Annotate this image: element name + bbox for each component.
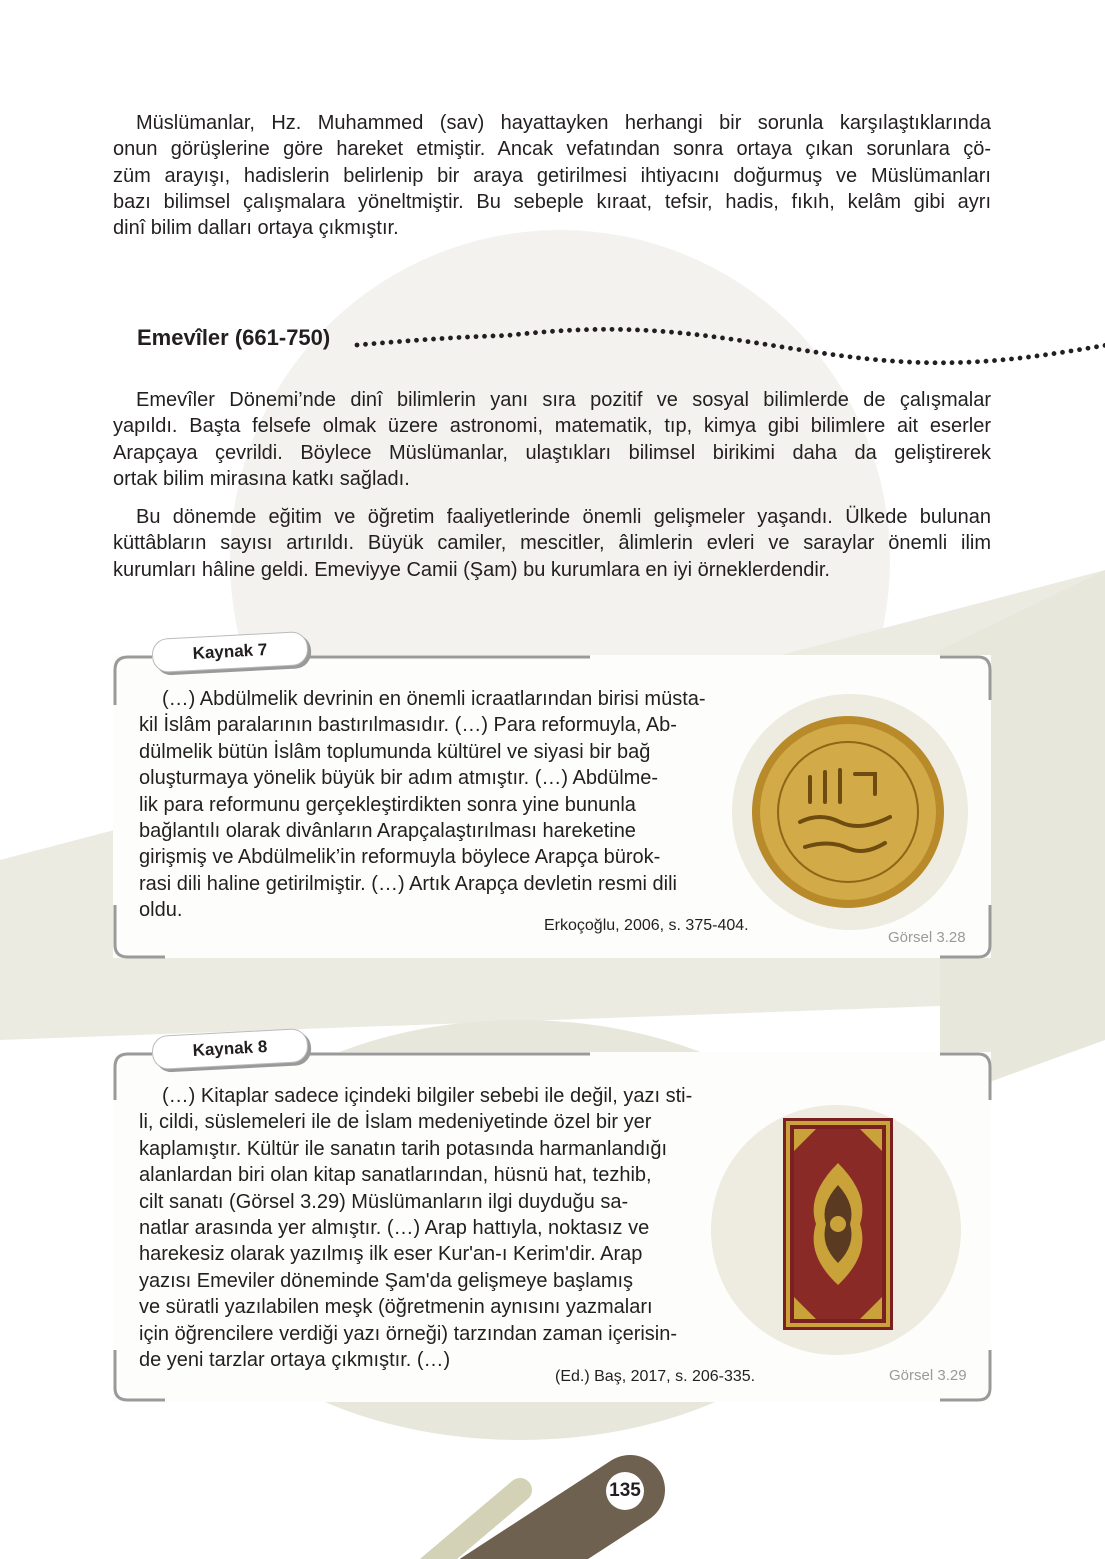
wave-dot: [1018, 356, 1023, 361]
wave-dot: [1069, 349, 1074, 354]
wave-dot: [525, 331, 530, 336]
source-tab-7: Kaynak 7: [151, 631, 309, 673]
dotted-wave-decoration: [0, 0, 1105, 400]
text-line: de yeni tarzlar ortaya çıkmıştır. (…): [139, 1349, 451, 1372]
wave-dot: [975, 359, 980, 364]
wave-dot: [431, 337, 436, 342]
wave-dot: [899, 359, 904, 364]
source-7-text: [139, 686, 706, 924]
wave-dot: [720, 336, 725, 341]
wave-dot: [516, 332, 521, 337]
wave-dot: [380, 340, 385, 345]
text-line: natlar arasında yer almıştır. (…) Arap hattıyla, noktasız ve: [139, 1217, 650, 1240]
wave-dot: [372, 341, 377, 346]
wave-dot: [933, 360, 938, 365]
text-line: rasi dili haline getirilmiştir. (…) Artık Arapça devletin resmi dili: [139, 872, 677, 895]
text-line: Emevîler Dönemi’nde dinî bilimlerin yanı sıra pozitif ve sosyal bilimlerde de çalışmalar: [136, 389, 991, 411]
wave-dot: [712, 334, 717, 339]
wave-dot: [397, 339, 402, 344]
wave-dot: [1060, 350, 1065, 355]
wave-dot: [992, 358, 997, 363]
wave-dot: [831, 352, 836, 357]
wave-dot: [1035, 354, 1040, 359]
text-line: li, cildi, süslemeleri ile de İslam medeniyetinde özel bir yer: [139, 1111, 652, 1134]
wave-dot: [814, 350, 819, 355]
section-heading: Emevîler (661-750): [137, 325, 331, 350]
wave-dot: [839, 353, 844, 358]
wave-dot: [1043, 352, 1048, 357]
text-line: yapıldı. Başta felsefe olmak üzere astronomi, matematik, tıp, kimya gibi bilimlere ait eserler: [113, 415, 991, 438]
text-line: Arapçaya çevrildi. Böylece Müslümanlar, ulaştıkları bilimsel birikimi daha da geliştirerek: [113, 441, 991, 464]
source-7-citation: Erkoçoğlu, 2006, s. 375-404.: [544, 917, 749, 934]
wave-dot: [763, 342, 768, 347]
wave-dot: [1077, 347, 1082, 352]
wave-dot: [593, 327, 598, 332]
wave-dot: [950, 360, 955, 365]
text-line: için öğrencilere verdiği yazı örneği) tarzından zaman içerisin-: [139, 1322, 678, 1345]
text-line: alanlardan biri olan kitap sanatlarından, hüsnü hat, tezhib,: [139, 1164, 652, 1187]
wave-dot: [771, 343, 776, 348]
wave-dot: [644, 328, 649, 333]
wave-dot: [601, 327, 606, 332]
wave-dot: [916, 360, 921, 365]
book-cover-image: [710, 1105, 962, 1357]
text-line: lik para reformunu gerçekleştirdikten sonra yine bununla: [139, 793, 636, 816]
wave-dot: [822, 351, 827, 356]
section-paragraph-2: [113, 504, 991, 583]
source-tab-8: Kaynak 8: [151, 1028, 309, 1070]
coin-image: [730, 692, 970, 932]
text-line: Müslümanlar, Hz. Muhammed (sav) hayattayken herhangi bir sorunla karşılaştıklarında: [136, 112, 991, 134]
wave-dot: [661, 329, 666, 334]
wave-dot: [958, 360, 963, 365]
wave-dot: [780, 345, 785, 350]
text-line: ortak bilim mirasına katkı sağladı.: [113, 467, 410, 490]
section-paragraph-1: [113, 387, 991, 492]
wave-dot: [686, 331, 691, 336]
wave-dot: [533, 330, 538, 335]
text-line: Bu dönemde eğitim ve öğretim faaliyetlerinde önemli gelişmeler yaşandı. Ülkede bulunan: [136, 506, 991, 528]
wave-dot: [474, 334, 479, 339]
wave-dot: [797, 347, 802, 352]
text-line: oluşturmaya yönelik büyük bir adım atmıştır. (…) Abdülme-: [139, 767, 659, 790]
wave-dot: [737, 338, 742, 343]
wave-dot: [491, 334, 496, 339]
text-line: dülmelik bütün İslâm toplumunda kültürel ve siyasi bir bağ: [139, 740, 651, 763]
wave-dot: [576, 328, 581, 333]
wave-dot: [754, 341, 759, 346]
text-line: bağlantılı olarak divânların Arapçalaştırılması hareketine: [139, 820, 636, 843]
wave-dot: [499, 333, 504, 338]
text-line: züm arayışı, hadislerin belirlenip bir araya getirilmesi ihtiyacını doğurmuş ve Müslümanları: [113, 164, 991, 187]
wave-dot: [635, 328, 640, 333]
wave-dot: [584, 327, 589, 332]
wave-dot: [482, 334, 487, 339]
text-line: oldu.: [139, 899, 183, 922]
wave-dot: [559, 328, 564, 333]
text-line: kil İslâm paralarının bastırılmasıdır. (…) Para reformuyla, Ab-: [139, 714, 677, 737]
wave-dot: [873, 357, 878, 362]
wave-dot: [856, 355, 861, 360]
wave-dot: [678, 331, 683, 336]
wave-dot: [1009, 357, 1014, 362]
text-line: cilt sanatı (Görsel 3.29) Müslümanların ilgi duyduğu sa-: [139, 1190, 629, 1213]
wave-dot: [1086, 346, 1091, 351]
text-line: kaplamıştır. Kültür ile sanatın tarih potasında harmanlandığı: [139, 1137, 668, 1160]
wave-dot: [1001, 357, 1006, 362]
wave-dot: [865, 356, 870, 361]
wave-dot: [618, 327, 623, 332]
page-number: 135: [606, 1472, 644, 1510]
image-caption-3-28: Görsel 3.28: [888, 929, 966, 946]
text-line: küttâbların sayısı artırıldı. Büyük camiler, mescitler, âlimlerin evleri ve saraylar önemli ilim: [113, 532, 991, 555]
wave-dot: [967, 360, 972, 365]
wave-dot: [1026, 355, 1031, 360]
wave-dot: [941, 360, 946, 365]
text-line: kurumları hâline geldi. Emeviyye Camii (Şam) bu kurumlara en iyi örneklerdendir.: [113, 558, 830, 581]
text-line: ve süratli yazılabilen meşk (öğretmenin aynısını yazmaları: [139, 1296, 653, 1319]
wave-dot: [652, 328, 657, 333]
text-line: yazısı Emeviler döneminde Şam'da gelişmeye başlamış: [139, 1269, 634, 1292]
wave-dot: [1052, 351, 1057, 356]
text-line: dinî bilim dalları ortaya çıkmıştır.: [113, 217, 399, 240]
wave-dot: [746, 339, 751, 344]
wave-dot: [924, 360, 929, 365]
text-line: (…) Kitaplar sadece içindeki bilgiler sebebi ile değil, yazı sti-: [162, 1085, 693, 1107]
wave-dot: [907, 360, 912, 365]
wave-dot: [389, 340, 394, 345]
wave-dot: [890, 359, 895, 364]
wave-dot: [788, 346, 793, 351]
wave-dot: [457, 335, 462, 340]
wave-dot: [542, 330, 547, 335]
wave-dot: [406, 338, 411, 343]
wave-dot: [805, 349, 810, 354]
source-8-citation: (Ed.) Baş, 2017, s. 206-335.: [555, 1368, 756, 1385]
text-line: onun görüşlerine göre hareket etmiştir. Ancak vefatından sonra ortaya çıkan sorunlara çö-: [113, 138, 991, 161]
wave-dot: [550, 329, 555, 334]
wave-dot: [703, 333, 708, 338]
wave-dot: [465, 335, 470, 340]
wave-dot: [508, 333, 513, 338]
wave-dot: [423, 337, 428, 342]
wave-dot: [695, 332, 700, 337]
wave-dot: [610, 327, 615, 332]
wave-dot: [627, 327, 632, 332]
wave-dot: [882, 358, 887, 363]
text-line: girişmiş ve Abdülmelik’in reformuyla böylece Arapça bürok-: [139, 846, 661, 869]
image-caption-3-29: Görsel 3.29: [889, 1367, 967, 1384]
text-line: (…) Abdülmelik devrinin en önemli icraatlarından birisi müsta-: [162, 688, 706, 710]
wave-dot: [669, 330, 674, 335]
wave-dot: [414, 338, 419, 343]
wave-dot: [363, 342, 368, 347]
wave-dot: [729, 337, 734, 342]
text-line: bazı bilimsel çalışmalara yöneltmiştir. Bu sebeple kıraat, tefsir, hadis, fıkıh, kelâm gibi ayrı: [113, 190, 991, 213]
wave-dot: [1094, 344, 1099, 349]
wave-dot: [440, 336, 445, 341]
source-8-text: [139, 1083, 692, 1373]
text-line: harekesiz olarak yazılmış ilk eser Kur'an-ı Kerim'dir. Arap: [139, 1243, 643, 1266]
wave-dot: [567, 328, 572, 333]
wave-dot: [448, 336, 453, 341]
wave-dot: [984, 359, 989, 364]
wave-dot: [848, 354, 853, 359]
wave-dot: [355, 343, 360, 348]
